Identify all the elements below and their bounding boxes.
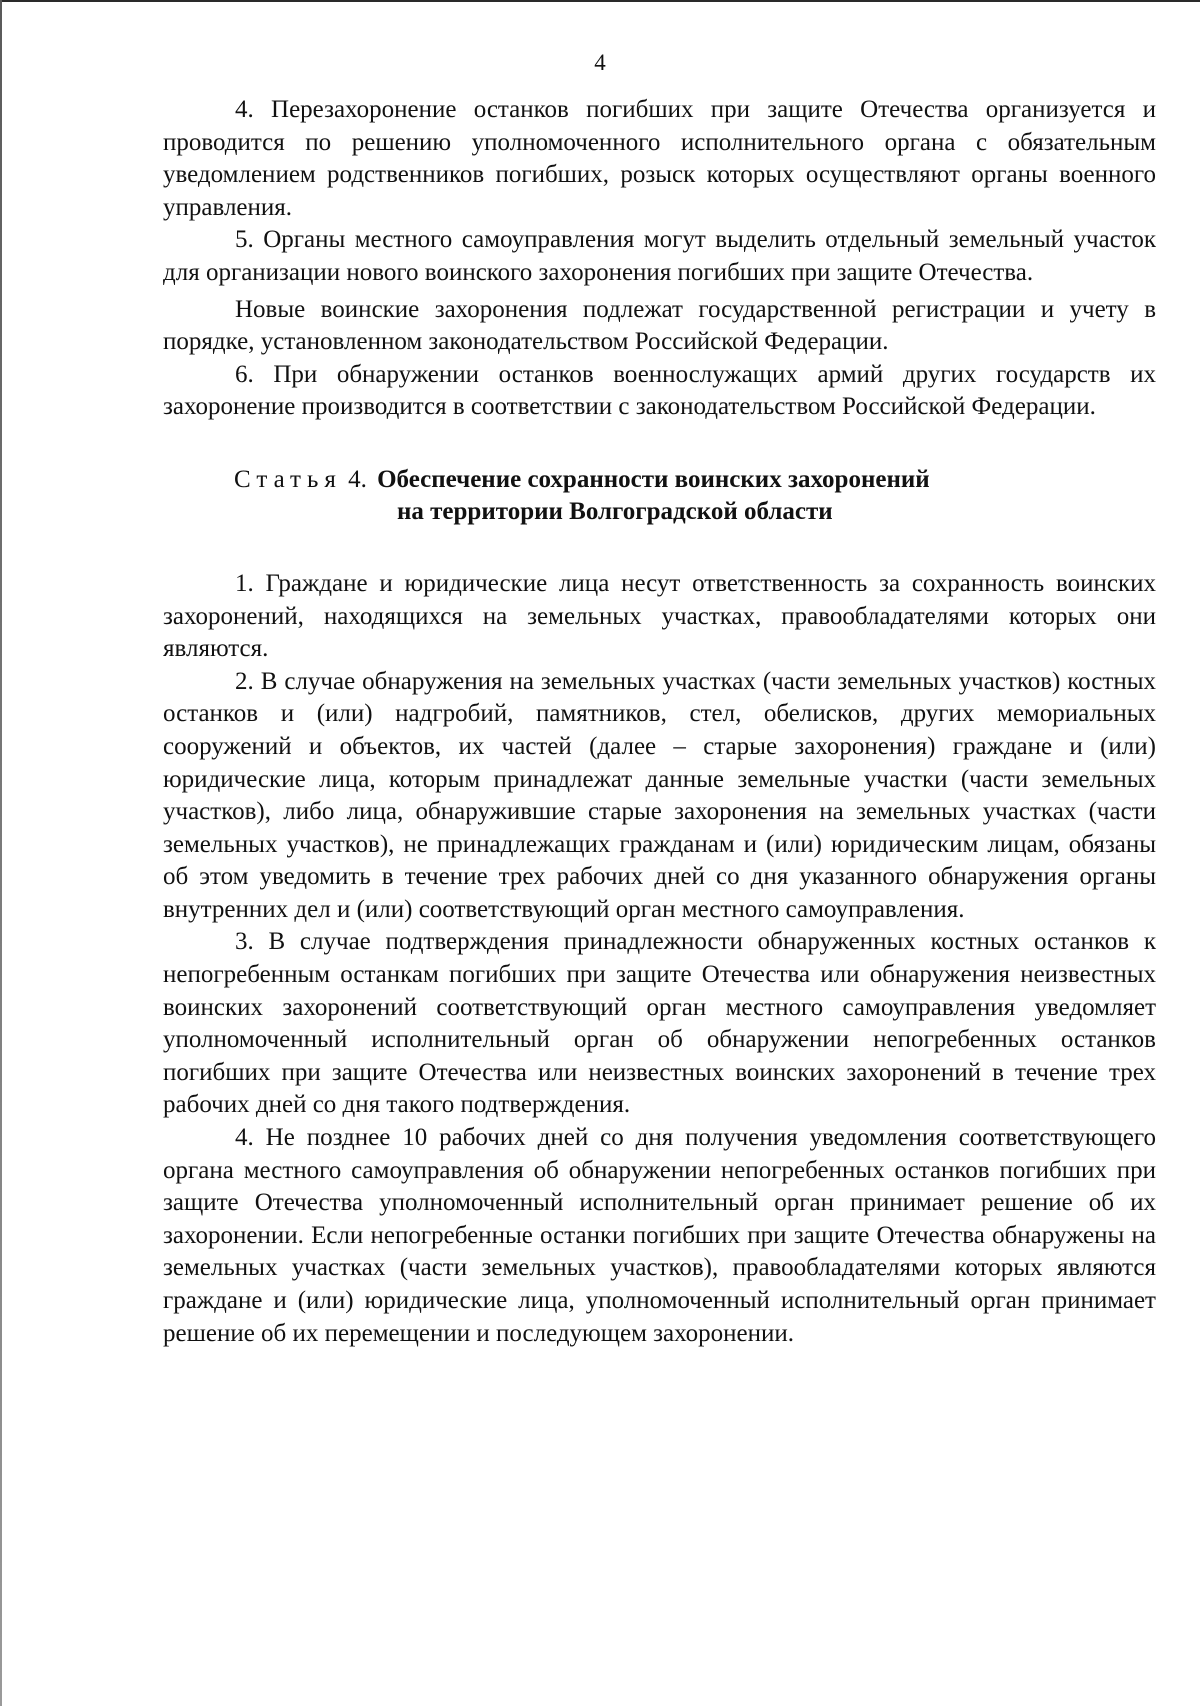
document-body [163,94,1156,1350]
scan-edge-top [0,0,1200,2]
page-number: 4 [594,50,606,75]
paragraph-foreign-remains: 6. При обнаружении останков военнослужащих армий других государств их захоронение производится в соответствии с законодательством Российской Федерации. [163,360,1156,421]
article-number: 4. [348,465,367,493]
article-label: Статья [234,465,342,493]
paragraph-confirmation: 3. В случае подтверждения принадлежности обнаруженных костных останков к непогребенным останкам погибших при защите Отечества или обнаружения неизвестных воинских захоронений соответствующий орган местного самоуправления уведомляет уполномоченный исполнительный орган об обнаружении непогребенных останков погибших при защите Отечества или неизвестных воинских захоронений в течение трех рабочих дней со дня такого подтверждения. [163,928,1156,1119]
paragraph-discovery: 2. В случае обнаружения на земельных участках (части земельных участков) костных останков и (или) надгробий, памятников, стел, обелисков, других мемориальных сооружений и объектов, их частей (далее – старые захоронения) граждане и (или) юридические лица, которым принадлежат данные земельные участки (части земельных участков), либо лица, обнаружившие старые захоронения на земельных участках (части земельных участков), не принадлежащих гражданам и (или) юридическим лицам, обязаны об этом уведомить в течение трех рабочих дней со дня указанного обнаружения органы внутренних дел и (или) соответствующий орган местного самоуправления. [163,667,1156,923]
paragraph-decision: 4. Не позднее 10 рабочих дней со дня получения уведомления соответствующего органа местного самоуправления об обнаружении непогребенных останков погибших при защите Отечества уполномоченный исполнительный орган принимает решение об их захоронении. Если непогребенные останки погибших при защите Отечества обнаружены на земельных участках (части земельных участков), правообладателями которых являются граждане и (или) юридические лица, уполномоченный исполнительный орган принимает решение об их перемещении и последующем захоронении. [163,1124,1156,1347]
paragraph-reburial: 4. Перезахоронение останков погибших при защите Отечества организуется и проводится по решению уполномоченного исполнительного органа с обязательным уведомлением родственников погибших, розыск которых осуществляют органы военного управления. [163,96,1156,221]
article-title-line2: на территории Волгоградской области [397,497,833,525]
article-title-line1: Обеспечение сохранности воинских захоронений [377,465,930,493]
paragraph-land-plot: 5. Органы местного самоуправления могут выделить отдельный земельный участок для организации нового воинского захоронения погибших при защите Отечества. [163,226,1156,286]
scan-edge-left [0,0,2,1706]
paragraph-registration: Новые воинские захоронения подлежат государственной регистрации и учету в порядке, установленном законодательством Российской Федерации. [163,295,1156,356]
paragraph-responsibility: 1. Граждане и юридические лица несут ответственность за сохранность воинских захоронений, находящихся на земельных участках, правообладателями которых они являются. [163,569,1156,663]
article-heading-line1 [234,464,1156,496]
article-heading [163,464,1156,528]
